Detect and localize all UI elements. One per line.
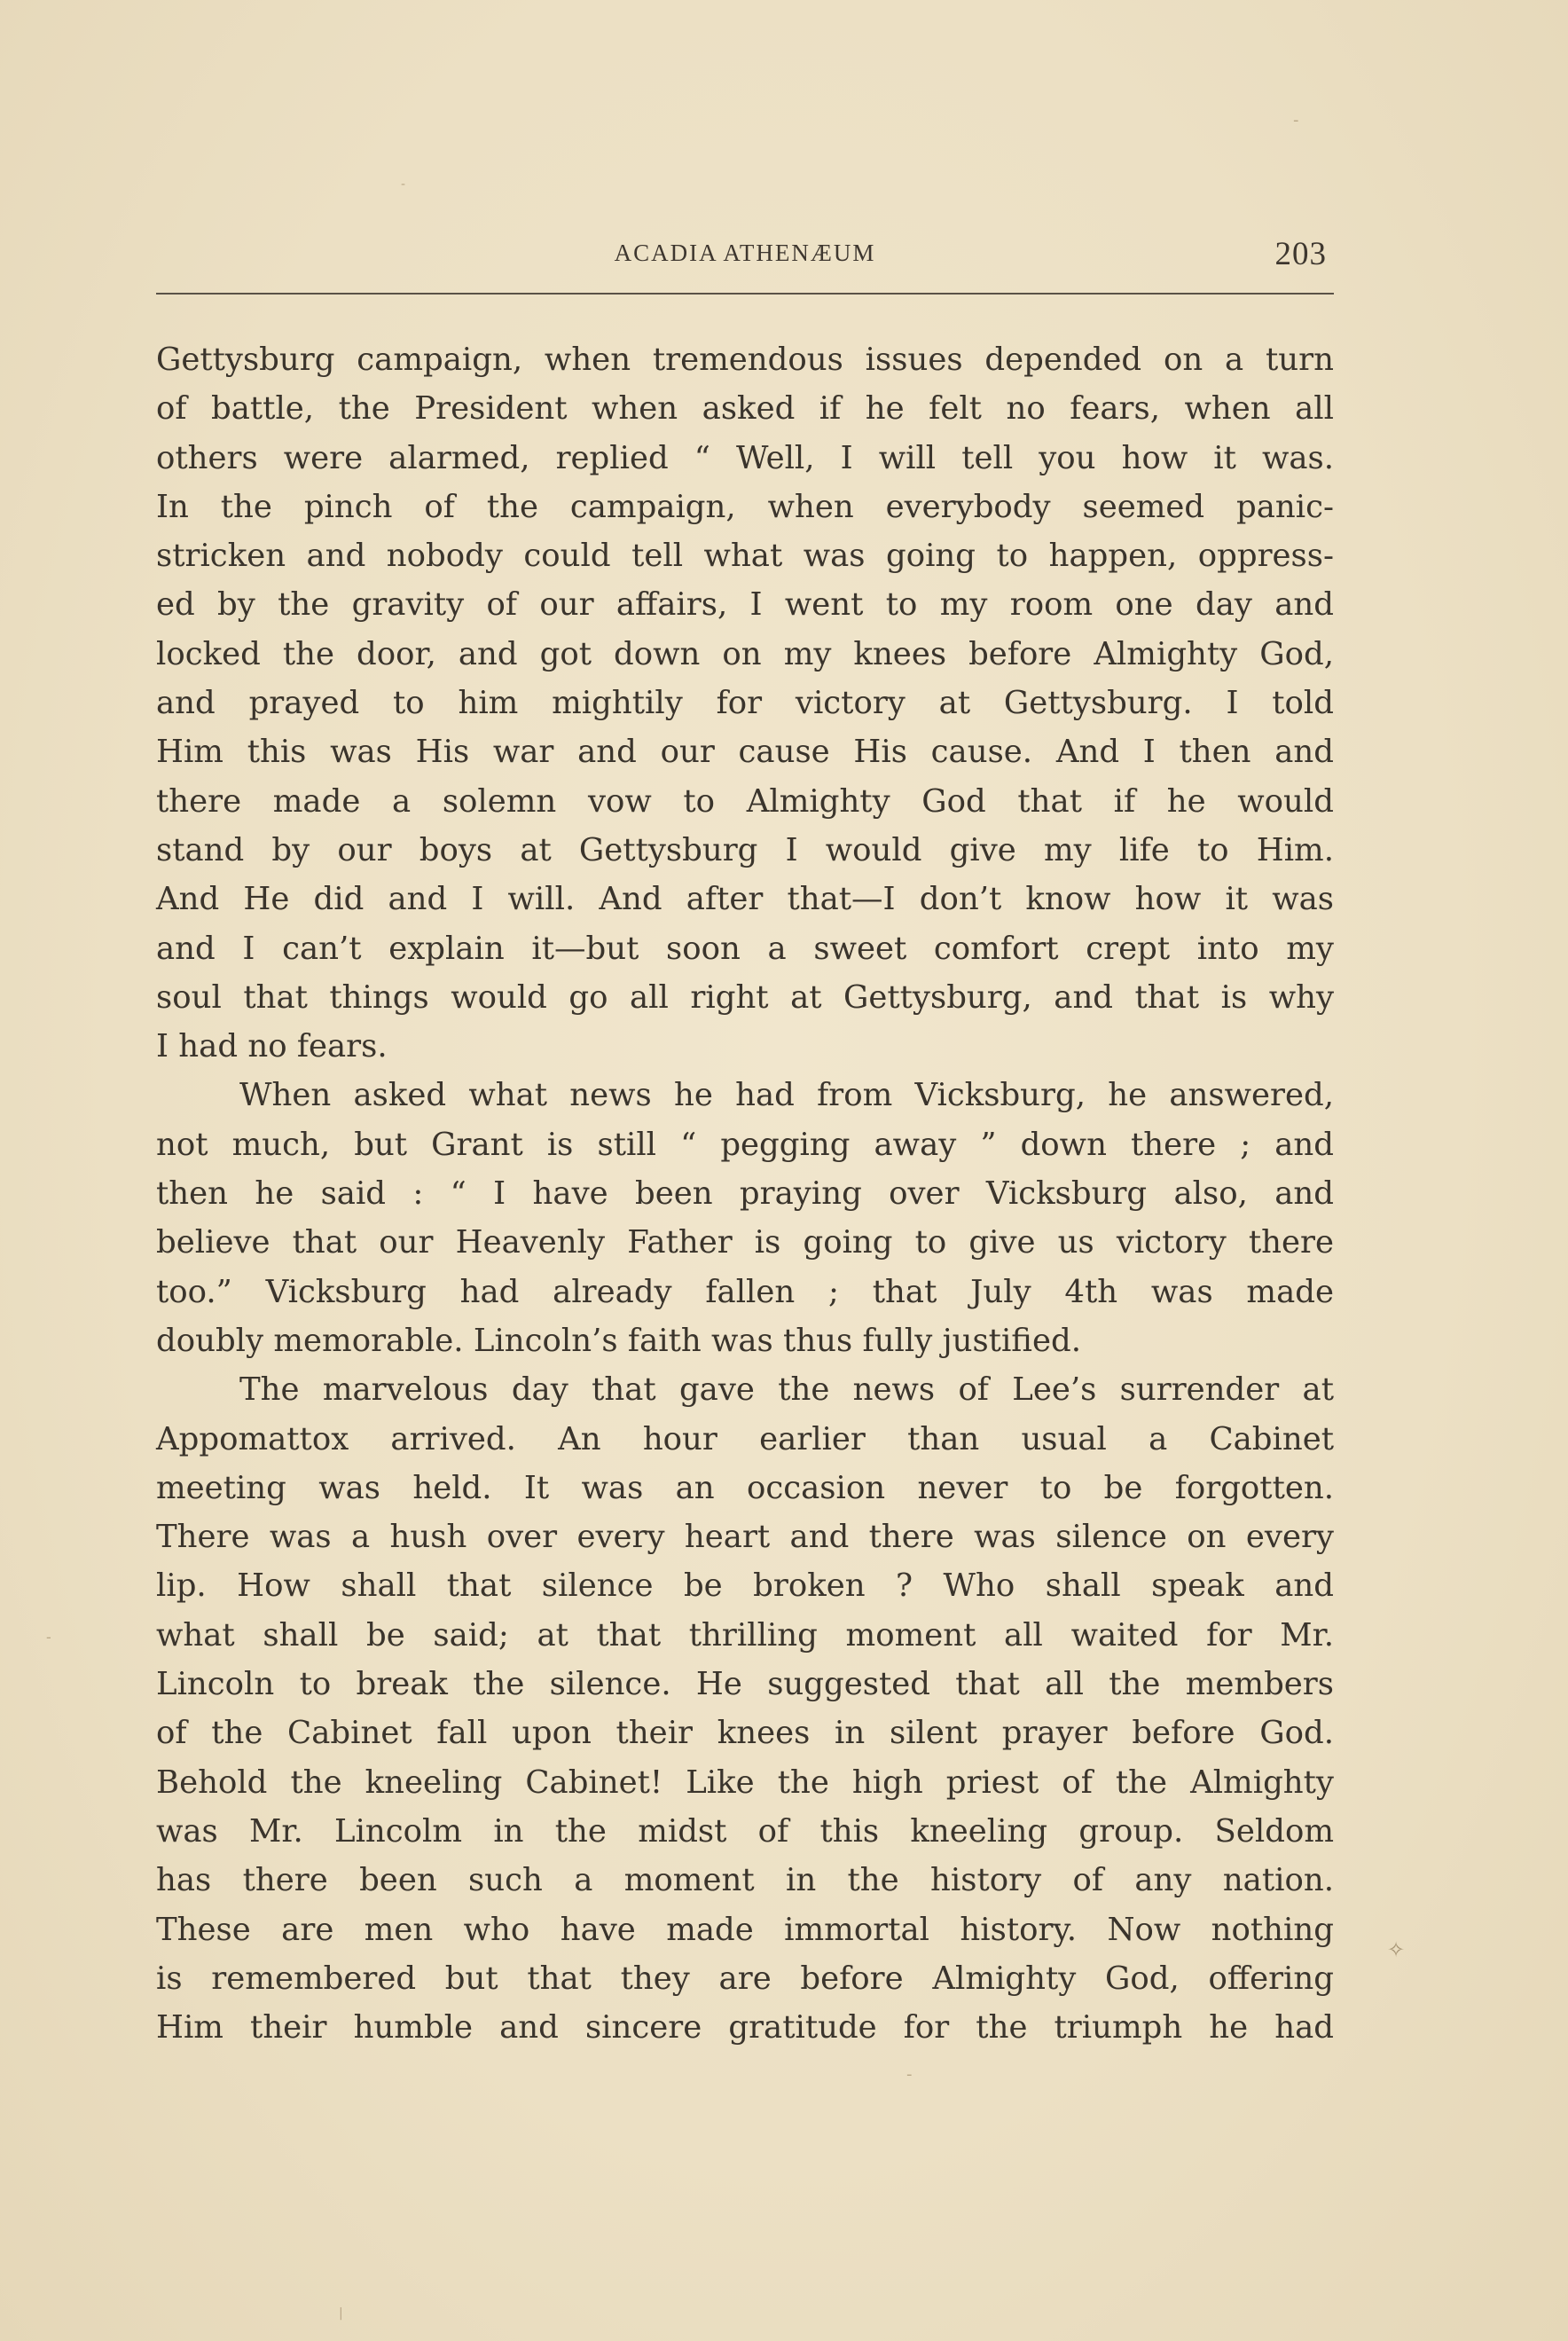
text-line: Lincoln to break the silence. He suggested that all the members	[156, 1666, 1334, 1703]
body-text	[156, 335, 1334, 2052]
text-line: lip. How shall that silence be broken ? Who shall speak and	[156, 1567, 1334, 1605]
text-line: was Mr. Lincolm in the midst of this kneeling group. Seldom	[156, 1812, 1334, 1850]
text-line: Appomattox arrived. An hour earlier than usual a Cabinet	[156, 1420, 1334, 1457]
running-head: ACADIA ATHENÆUM	[614, 240, 876, 266]
page-header	[156, 232, 1334, 277]
text-line: is remembered but that they are before Almighty God, offering	[156, 1960, 1334, 1997]
paper-speck: -	[1293, 111, 1299, 130]
text-line: The marvelous day that gave the news of Lee’s surrender at	[239, 1371, 1334, 1409]
paper-speck: |	[339, 2306, 343, 2321]
text-line: doubly memorable. Lincoln’s faith was thus fully justified.	[156, 1322, 1082, 1359]
text-line: others were alarmed, replied “ Well, I will tell you how it was.	[156, 439, 1334, 476]
text-line: Gettysburg campaign, when tremendous issues depended on a turn	[156, 342, 1334, 378]
text-line: there made a solemn vow to Almighty God that if he would	[156, 782, 1334, 820]
text-line: soul that things would go all right at Gettysburg, and that is why	[156, 978, 1334, 1016]
text-line: meeting was held. It was an occasion never to be forgotten.	[156, 1469, 1334, 1506]
text-line: not much, but Grant is still “ pegging away ” down there ; and	[156, 1126, 1334, 1163]
text-line: stand by our boys at Gettysburg I would give my life to Him.	[156, 831, 1334, 868]
text-line: And He did and I will. And after that—I don’t know how it was	[156, 881, 1334, 918]
text-line: of the Cabinet fall upon their knees in silent prayer before God.	[156, 1715, 1334, 1752]
text-line: ed by the gravity of our affairs, I went to my room one day and	[156, 586, 1334, 624]
text-line: then he said : “ I have been praying over Vicksburg also, and	[156, 1175, 1334, 1213]
text-line: of battle, the President when asked if he felt no fears, when all	[156, 390, 1334, 428]
page-number: 203	[1274, 236, 1327, 272]
paper-speck: -	[906, 2065, 913, 2084]
text-line: These are men who have made immortal history. Now nothing	[156, 1911, 1334, 1948]
text-line: has there been such a moment in the history of any nation.	[156, 1862, 1334, 1899]
text-line: There was a hush over every heart and there was silence on every	[156, 1519, 1334, 1556]
text-line: locked the door, and got down on my knees before Almighty God,	[156, 635, 1334, 672]
text-line: In the pinch of the campaign, when everybody seemed panic-	[156, 488, 1334, 525]
text-line: too.” Vicksburg had already fallen ; that July 4th was made	[156, 1273, 1334, 1310]
text-line: Behold the kneeling Cabinet! Like the high priest of the Almighty	[156, 1764, 1334, 1801]
text-line: what shall be said; at that thrilling moment all waited for Mr.	[156, 1616, 1334, 1654]
text-line: I had no fears.	[156, 1028, 388, 1065]
text-line: and I can’t explain it—but soon a sweet comfort crept into my	[156, 930, 1334, 967]
header-rule	[156, 293, 1334, 295]
paper-speck: -	[401, 177, 406, 192]
paper-speck: -	[46, 1629, 51, 1646]
text-line: Him this was His war and our cause His cause. And I then and	[156, 734, 1334, 771]
text-line: and prayed to him mightily for victory at Gettysburg. I told	[156, 685, 1334, 722]
text-line: stricken and nobody could tell what was going to happen, oppress-	[156, 538, 1334, 575]
text-line: When asked what news he had from Vicksburg, he answered,	[239, 1077, 1334, 1114]
text-line: Him their humble and sincere gratitude for the triumph he had	[156, 2009, 1334, 2046]
paper-speck: ✧	[1387, 1937, 1406, 1962]
text-line: believe that our Heavenly Father is going to give us victory there	[156, 1224, 1334, 1261]
